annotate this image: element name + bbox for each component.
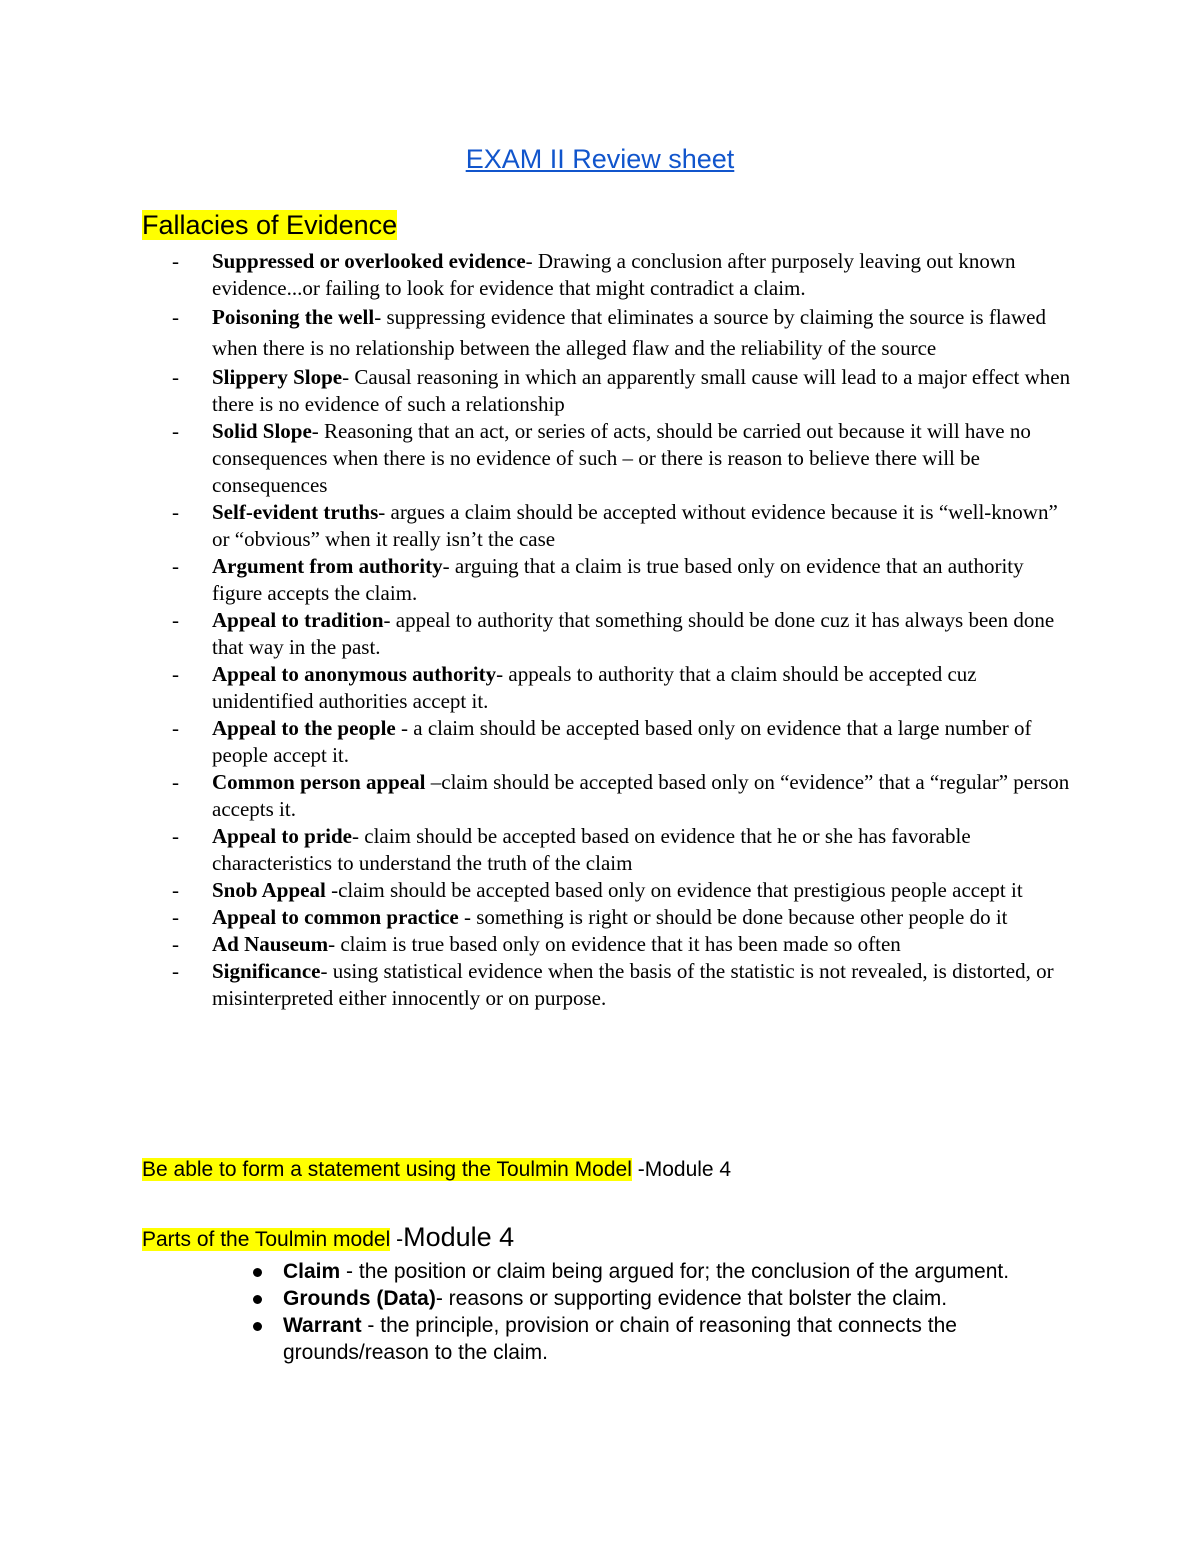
fallacy-desc: argues a claim should be accepted without evidence because it is “well-known” or “obvious” when it really isn’t the case	[212, 500, 1058, 551]
fallacy-desc: arguing that a claim is true based only on evidence that an authority figure accepts the claim.	[212, 554, 1024, 605]
fallacy-term: Common person appeal	[212, 770, 426, 794]
part-desc: the position or claim being argued for; the conclusion of the argument.	[358, 1260, 1010, 1283]
fallacy-desc: appeals to authority that a claim should be accepted cuz unidentified authorities accept it.	[212, 662, 977, 713]
page-title: EXAM II Review sheet	[465, 144, 735, 174]
fallacy-desc: Causal reasoning in which an apparently small cause will lead to a major effect when there is no evidence of such a relationship	[212, 365, 1071, 416]
fallacy-term: Appeal to anonymous authority	[212, 662, 497, 686]
bullet-icon	[253, 1322, 262, 1331]
fallacy-desc: claim should be accepted based on evidence that he or she has favorable characteristics to understand the truth of the claim	[212, 824, 971, 875]
fallacy-term: Appeal to common practice	[212, 905, 459, 929]
fallacy-term: Poisoning the well	[212, 305, 375, 329]
toulmin-parts-module: Module 4	[403, 1222, 515, 1252]
list-item: - Appeal to common practice - something is right or should be done because other people do it	[172, 905, 1008, 929]
part-term: Grounds (Data)	[283, 1287, 436, 1310]
fallacy-desc: using statistical evidence when the basis of the statistic is not revealed, is distorted, or misinterpreted either innocently or on purpose.	[212, 959, 1054, 1010]
fallacy-list	[172, 248, 1072, 1012]
list-item: - Self-evident truths- argues a claim should be accepted without evidence because it is “well-known” or “obvious” when it really isn’t the case	[172, 500, 1058, 551]
list-item: - Significance- using statistical evidence when the basis of the statistic is not revealed, is distorted, or misinterpreted either innocently or on purpose.	[172, 959, 1054, 1010]
fallacy-desc: a claim should be accepted based only on evidence that a large number of people accept it.	[212, 716, 1032, 767]
fallacy-term: Snob Appeal	[212, 878, 326, 902]
toulmin-parts-heading: Parts of the Toulmin model -Module 4	[142, 1222, 515, 1252]
fallacy-desc: claim should be accepted based only on “evidence” that a “regular” person accepts it.	[212, 770, 1070, 821]
toulmin-task-highlight: Be able to form a statement using the Toulmin Model	[142, 1158, 632, 1181]
list-item: - Common person appeal –claim should be accepted based only on “evidence” that a “regular” person accepts it.	[172, 770, 1070, 821]
toulmin-parts-list	[247, 1258, 1047, 1366]
list-item: - Argument from authority- arguing that a claim is true based only on evidence that an authority figure accepts the claim.	[172, 554, 1024, 605]
fallacy-desc: something is right or should be done because other people do it	[476, 905, 1008, 929]
list-item: - Ad Nauseum- claim is true based only on evidence that it has been made so often	[172, 932, 901, 956]
list-item: Claim - the position or claim being argued for; the conclusion of the argument.	[247, 1258, 1047, 1285]
list-item: - Solid Slope- Reasoning that an act, or series of acts, should be carried out because it will have no consequences when there is no evidence of such – or there is reason to believe there will be consequences	[172, 419, 1031, 497]
fallacy-term: Ad Nauseum	[212, 932, 329, 956]
fallacy-desc: claim is true based only on evidence that it has been made so often	[340, 932, 901, 956]
list-item: - Slippery Slope- Causal reasoning in which an apparently small cause will lead to a major effect when there is no evidence of such a relationship	[172, 365, 1071, 416]
part-term: Warrant	[283, 1314, 362, 1337]
list-item: - Suppressed or overlooked evidence- Drawing a conclusion after purposely leaving out known evidence...or failing to look for evidence that might contradict a claim.	[172, 249, 1016, 300]
fallacy-term: Suppressed or overlooked evidence	[212, 249, 526, 273]
list-item: - Appeal to pride- claim should be accepted based on evidence that he or she has favorable characteristics to understand the truth of the claim	[172, 824, 971, 875]
part-term: Claim	[283, 1260, 341, 1283]
part-desc: reasons or supporting evidence that bolster the claim.	[448, 1287, 948, 1310]
fallacy-term: Appeal to tradition	[212, 608, 384, 632]
fallacy-desc: Reasoning that an act, or series of acts, should be carried out because it will have no consequences when there is no evidence of such – or there is reason to believe there will be consequences	[212, 419, 1031, 497]
list-item: - Appeal to the people - a claim should be accepted based only on evidence that a large number of people accept it.	[172, 716, 1032, 767]
fallacy-term: Significance	[212, 959, 321, 983]
part-desc: the principle, provision or chain of reasoning that connects the grounds/reason to the claim.	[283, 1314, 957, 1364]
list-item: - Appeal to tradition- appeal to authority that something should be done cuz it has always been done that way in the past.	[172, 608, 1055, 659]
fallacy-desc: claim should be accepted based only on evidence that prestigious people accept it	[338, 878, 1023, 902]
fallacies-heading-text: Fallacies of Evidence	[142, 210, 398, 240]
list-item: - Appeal to anonymous authority- appeals to authority that a claim should be accepted cuz unidentified authorities accept it.	[172, 662, 977, 713]
toulmin-task-line	[142, 1155, 731, 1185]
fallacy-desc: Drawing a conclusion after purposely leaving out known evidence...or failing to look for evidence that might contradict a claim.	[212, 249, 1016, 300]
toulmin-parts-highlight: Parts of the Toulmin model	[142, 1228, 391, 1251]
fallacy-desc: suppressing evidence that eliminates a source by claiming the source is flawed when there is no relationship between the alleged flaw and the reliability of the source	[212, 305, 1046, 360]
list-item: Warrant - the principle, provision or chain of reasoning that connects the grounds/reason to the claim.	[247, 1312, 1047, 1366]
fallacy-term: Appeal to pride	[212, 824, 353, 848]
bullet-icon	[253, 1295, 262, 1304]
fallacy-desc: appeal to authority that something should be done cuz it has always been done that way in the past.	[212, 608, 1055, 659]
fallacies-heading	[142, 208, 397, 242]
toulmin-task-suffix: -Module 4	[631, 1158, 732, 1181]
fallacy-term: Argument from authority	[212, 554, 443, 578]
list-item: - Snob Appeal -claim should be accepted based only on evidence that prestigious people accept it	[172, 878, 1023, 902]
fallacy-term: Appeal to the people	[212, 716, 396, 740]
list-item: - Poisoning the well- suppressing evidence that eliminates a source by claiming the source is flawed when there is no relationship between the alleged flaw and the reliability of the source	[172, 305, 1046, 360]
fallacy-term: Slippery Slope	[212, 365, 343, 389]
bullet-icon	[253, 1268, 262, 1277]
fallacy-term: Solid Slope	[212, 419, 312, 443]
fallacy-term: Self-evident truths	[212, 500, 379, 524]
list-item: Grounds (Data)- reasons or supporting evidence that bolster the claim.	[247, 1285, 1047, 1312]
